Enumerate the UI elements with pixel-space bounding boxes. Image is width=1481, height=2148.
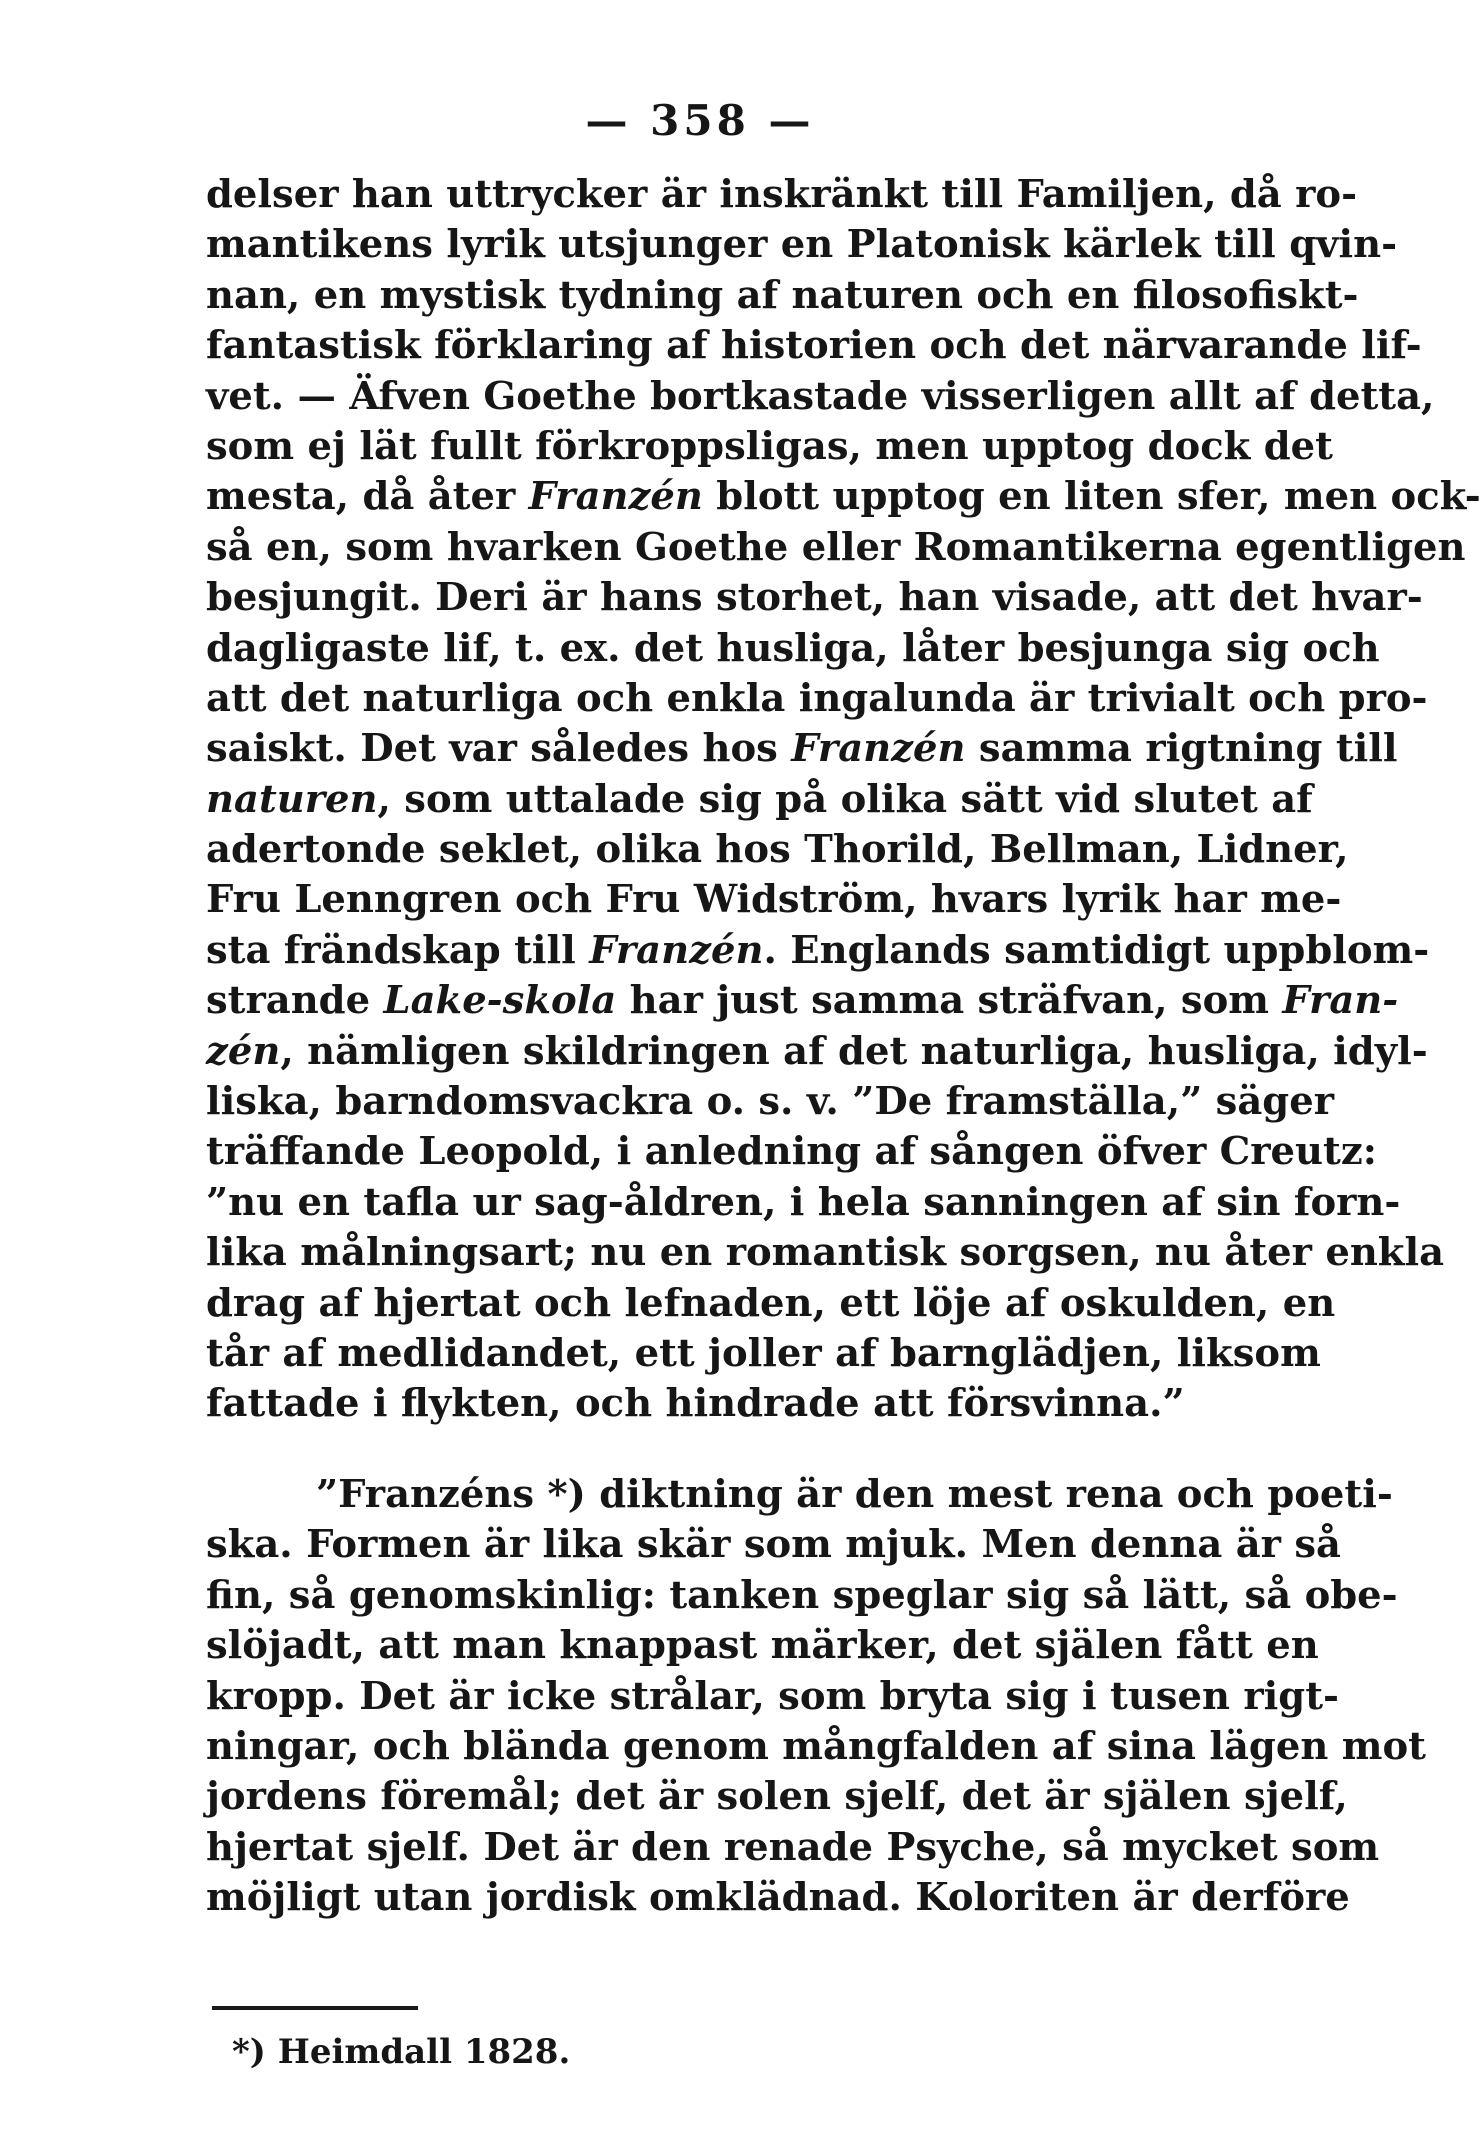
paragraph-1-line: tår af medlidandet, ett joller af barnglädjen, liksom	[206, 1330, 1321, 1376]
paragraph-1-line: besjungit. Deri är hans storhet, han visade, att det hvar-	[206, 575, 1423, 621]
paragraph-1-line: nan, en mystisk tydning af naturen och en filosofiskt-	[206, 272, 1359, 318]
paragraph-1-line: fattade i flykten, och hindrade att försvinna.”	[206, 1381, 1185, 1427]
paragraph-1-line: ”nu en tafla ur sag-åldren, i hela sanningen af sin forn-	[206, 1179, 1401, 1225]
paragraph-2-line: ningar, och blända genom mångfalden af sina lägen mot	[206, 1723, 1426, 1769]
paragraph-1-line: naturen, som uttalade sig på olika sätt vid slutet af	[206, 776, 1313, 822]
paragraph-1-line: att det naturliga och enkla ingalunda är trivialt och pro-	[206, 675, 1428, 721]
paragraph-1-line: Fru Lenngren och Fru Widström, hvars lyrik har me-	[206, 877, 1342, 923]
paragraph-1-line: delser han uttrycker är inskränkt till Familjen, då ro-	[206, 172, 1358, 217]
paragraph-2-line: ”Franzéns *) diktning är den mest rena och poeti-	[316, 1472, 1393, 1517]
paragraph-1-line: dagligaste lif, t. ex. det husliga, låter besjunga sig och	[206, 625, 1380, 671]
paragraph-1-line: drag af hjertat och lefnaden, ett löje af oskulden, en	[206, 1280, 1336, 1326]
paragraph-1-line: strande Lake-skola har just samma sträfvan, som Fran-	[206, 978, 1399, 1024]
paragraph-1-line: vet. — Äfven Goethe bortkastade visserligen allt af detta,	[206, 373, 1435, 419]
paragraph-1-line: saiskt. Det var således hos Franzén samma rigtning till	[206, 726, 1398, 772]
paragraph-2-line: jordens föremål; det är solen sjelf, det är själen sjelf,	[206, 1774, 1348, 1820]
paragraph-1-line: lika målningsart; nu en romantisk sorgsen, nu åter enkla	[206, 1230, 1445, 1276]
paragraph-2-line: slöjadt, att man knappast märker, det själen fått en	[206, 1623, 1319, 1669]
paragraph-1-line: så en, som hvarken Goethe eller Romantikerna egentligen	[206, 524, 1466, 570]
paragraph-2	[206, 1470, 1426, 1924]
paragraph-1-line: träffande Leopold, i anledning af sången öfver Creutz:	[206, 1129, 1377, 1175]
paragraph-2-line: ska. Formen är lika skär som mjuk. Men denna är så	[206, 1522, 1341, 1568]
paragraph-2-line: fin, så genomskinlig: tanken speglar sig så lätt, så obe-	[206, 1572, 1398, 1618]
paragraph-1-line: som ej lät fullt förkroppsligas, men upptog dock det	[206, 423, 1333, 469]
paragraph-2-line: kropp. Det är icke strålar, som bryta sig i tusen rigt-	[206, 1673, 1339, 1719]
paragraph-2-line: hjertat sjelf. Det är den renade Psyche, så mycket som	[206, 1824, 1380, 1870]
paragraph-2-line: möjligt utan jordisk omklädnad. Koloriten är derföre	[206, 1875, 1350, 1921]
paragraph-1	[206, 170, 1481, 1430]
page-number: — 358 —	[585, 96, 815, 145]
paragraph-1-line: liska, barndomsvackra o. s. v. ”De framställa,” säger	[206, 1079, 1335, 1125]
paragraph-1-line: fantastisk förklaring af historien och det närvarande lif-	[206, 323, 1422, 369]
paragraph-1-line: mesta, då åter Franzén blott upptog en liten sfer, men ock-	[206, 474, 1481, 520]
paragraph-1-line: adertonde seklet, olika hos Thorild, Bellman, Lidner,	[206, 827, 1349, 873]
paragraph-1-line: sta frändskap till Franzén. Englands samtidigt uppblom-	[206, 927, 1430, 973]
paragraph-1-line: mantikens lyrik utsjunger en Platonisk kärlek till qvin-	[206, 222, 1398, 268]
footnote-divider	[212, 2006, 418, 2010]
footnote: *) Heimdall 1828.	[232, 2032, 571, 2072]
paragraph-1-line: zén, nämligen skildringen af det naturliga, husliga, idyl-	[206, 1028, 1428, 1074]
